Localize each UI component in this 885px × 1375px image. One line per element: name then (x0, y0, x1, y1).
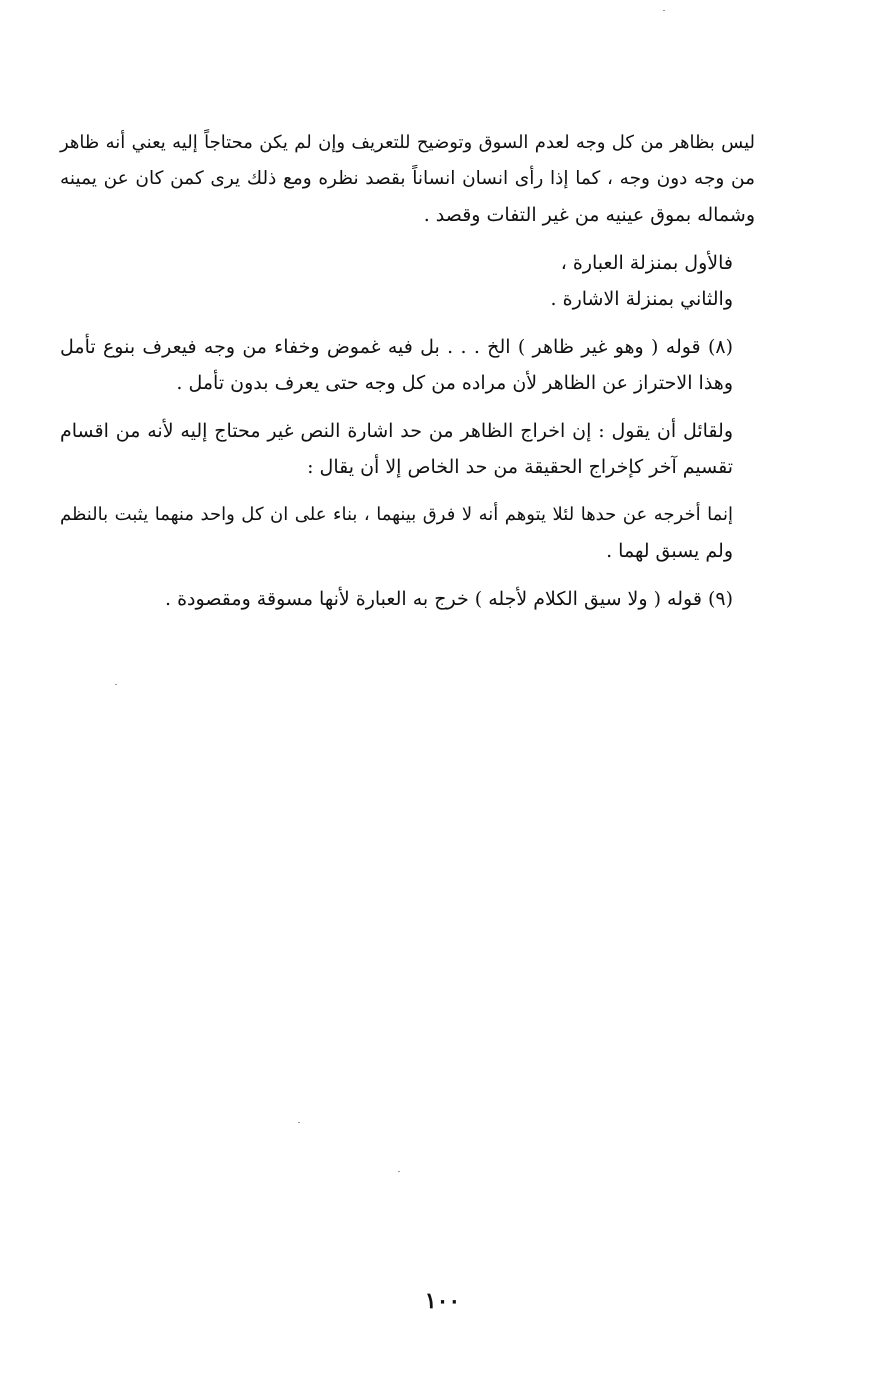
text-line: إنما أخرجه عن حدها لئلا يتوهم أنه لا فرق بينهما ، بناء على ان كل واحد منهما يثبت بالنظم (60, 504, 733, 525)
text-line: من وجه دون وجه ، كما إذا رأى انسان انساناً بقصد نظره ومع ذلك يرى كمن كان عن يمينه (60, 168, 755, 189)
text-line: ليس بظاهر من كل وجه لعدم السوق وتوضيح للتعريف وإن لم يكن محتاجاً إليه يعني أنه ظاهر (60, 132, 755, 153)
paragraph-7 (60, 581, 755, 617)
paragraph-1 (60, 125, 755, 233)
scan-speck (398, 1171, 400, 1172)
paragraph-4 (60, 329, 755, 401)
body-text (60, 125, 755, 629)
text-line: تقسيم آخر كإخراج الحقيقة من حد الخاص إلا أن يقال : (307, 456, 733, 478)
page-number: ١٠٠ (424, 1288, 461, 1314)
text-line: والثاني بمنزلة الاشارة . (550, 288, 733, 310)
scan-speck (115, 684, 117, 685)
scan-speck (663, 10, 665, 11)
paragraph-6 (60, 497, 755, 569)
text-line: ولقائل أن يقول : إن اخراج الظاهر من حد اشارة النص غير محتاج إليه لأنه من اقسام (60, 420, 733, 442)
text-line: وهذا الاحتراز عن الظاهر لأن مراده من كل وجه حتى يعرف بدون تأمل . (176, 372, 733, 394)
paragraph-3 (60, 281, 755, 317)
text-line: (٨) قوله ( وهو غير ظاهر ) الخ . . . بل فيه غموض وخفاء من وجه فيعرف بنوع تأمل (60, 336, 733, 358)
text-line: (٩) قوله ( ولا سيق الكلام لأجله ) خرج به العبارة لأنها مسوقة ومقصودة . (165, 588, 733, 610)
text-line: ولم يسبق لهما . (606, 540, 733, 562)
text-line: وشماله بموق عينيه من غير التفات وقصد . (423, 204, 755, 226)
scan-speck (298, 1122, 300, 1123)
text-line: فالأول بمنزلة العبارة ، (560, 252, 733, 274)
paragraph-2 (60, 245, 755, 281)
paragraph-5 (60, 413, 755, 485)
